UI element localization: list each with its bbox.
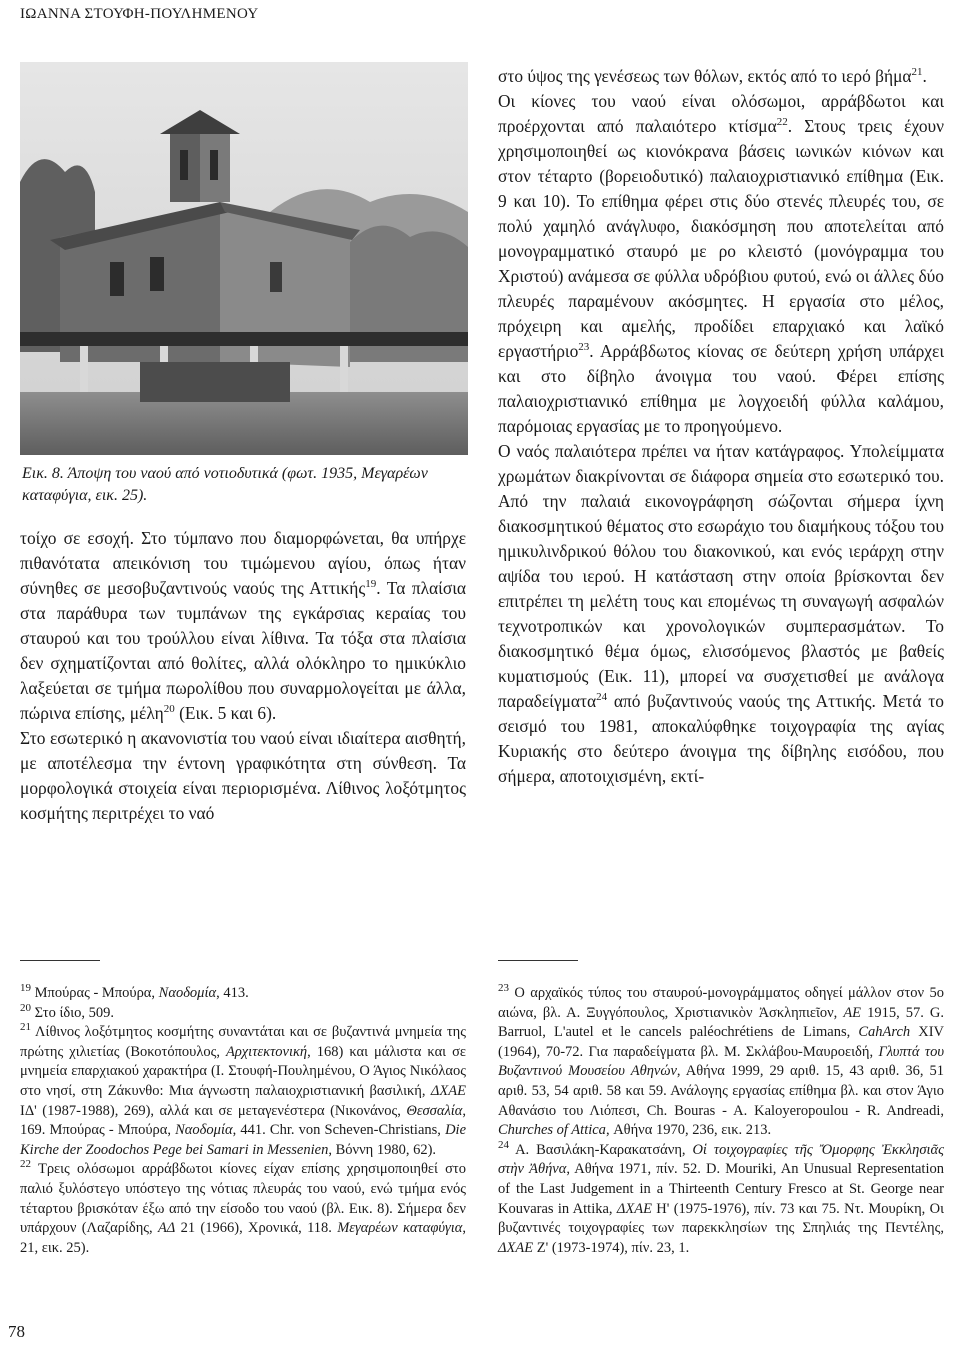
footnote-ref-23[interactable]: 23 xyxy=(578,341,590,354)
right-paragraph-2: Οι κίονες του ναού είναι ολόσωμοι, αρράβδωτοι και προέρχονται από παλαιότερο κτίσμα$^{22}$. Στους τρεις έχουν χρησιμοποιηθεί ως κιονόκρανα βάσεις ιωνικών κιόνων και στον τέταρτο (βορειοδυτικό) παλαιοχριστιανικό επίθημα (Εικ. 9 και 10). Το επίθημα φέρει στις δύο στενές πλευρές του, σε πολύ χαμηλό ανάγλυφο, διακόσμηση που αποτελείται από μονογραμματικό σταυρό με ρο κλειστό (μονόγραμμα του Χριστού) ανάμεσα σε φύλλα υδρόβιου φυτού, ενώ οι άλλες δύο πλευρές παραμένουν ακόσμητες. Η εργασία στο μέλος, πρόχειρη και αμελής, προδίδει επαρχιακό και λαϊκό εργαστήριο$^{23}$. Αρράβδωτος κίονας σε δεύτερη χρήση υπάρχει και στο δίβηλο άνοιγμα του ναού. Φέρει επίσης παλαιοχριστιανικό επίθημα με λογχοειδή φύλλα καλάμου, παρόμοιας εργασίας με το προηγούμενο. xyxy=(498,91,944,436)
footnote-20: $^{20}$ Στο ίδιο, 509. xyxy=(20,1001,115,1021)
footnote-ref-24[interactable]: 24 xyxy=(596,691,608,704)
footnote-23: $^{23}$ Ο αρχαϊκός τύπος του σταυρού-μονογράμματος οδηγεί μάλλον στον 5ο αιώνα, βλ. Α. Ξυγγόπουλος, Χριστιανικὸν Ἀσκληπιεῖον, ΑΕ 1915, 57. G. Barruol, L'autel et le cancels paléochrétiens de Limans, CahArch XIV (1964), 70-72. Για παραδείγματα βλ. Μ. Σκλάβου-Μαυροειδή, Γλυπτά του Βυζαντινού Μουσείου Αθηνών, Αθήνα 1999, 29 αριθ. 15, 43 αριθ. 36, 51 αριθ. 53, 54 αριθ. 58 και 59. Ανάλογης εργασίας επίθημα βλ. και στον Άγιο Αθανάσιο του Λιόπεσι, Ch. Bouras - A. Kaloyeropoulou - R. Andreadi, Churches of Attica, Αθήνα 1970, 236, εικ. 213. xyxy=(498,982,945,1139)
footnote-rule-right xyxy=(498,960,578,961)
figure-caption: Εικ. 8. Άποψη του ναού από νοτιοδυτικά (φωτ. 1935, Μεγαρέων καταφύγια, εικ. 25). xyxy=(22,465,428,504)
left-paragraph-2: Στο εσωτερικό η ακανονιστία του ναού είναι ιδιαίτερα αισθητή, με αποτέλεσμα την έντονη γραφικότητα στη σύνθεση. Τα μορφολογικά στοιχεία είναι περιορισμένα. Λίθινος λοξότμητος κοσμήτης περιτρέχει το ναό xyxy=(20,728,466,823)
left-paragraph-1: τοίχο σε εσοχή. Στο τύμπανο που διαμορφώνεται, θα υπήρχε πιθανότατα απεικόνιση του τιμώμενου αγίου, όπως ήταν σύνηθες σε μεσοβυζαντινούς ναούς της Αττικής$^{19}$. Τα πλαίσια στα παράθυρα των τυμπάνων της εγκάρσιας κεραίας του σταυρού και του τρούλλου είναι λίθινα. Τα τόξα στα πλαίσια δεν σχηματίζονται από θολίτες, αλλά ολόκληρο το ημικύκλιο λαξεύεται σε τμήμα πωρολίθου που συναρμολογείται με άλλα, πώρινα επίσης, μέλη$^{20}$ (Εικ. 5 και 6). xyxy=(20,528,466,723)
footnote-22: $^{22}$ Τρεις ολόσωμοι αρράβδωτοι κίονες είχαν επίσης χρησιμοποιηθεί στο παλιό ξυλόστεγο υπόστεγο της νότιας πλευράς του ναού, ενώ τμήμα ενός τέταρτου βρισκόταν έξω από την είσοδο του ναού (βλ. Εικ. 8). Σήμερα δεν υπάρχουν (Λαζαρίδης, ΑΔ 21 (1966), Χρονικά, 118. Μεγαρέων καταφύγια, 21, εικ. 25). xyxy=(20,1158,466,1256)
church-photo-illustration xyxy=(20,62,468,455)
page-number: 78 xyxy=(8,1322,25,1341)
footnote-ref-19[interactable]: 19 xyxy=(365,578,377,591)
footnote-24: $^{24}$ Α. Βασιλάκη-Καρακατσάνη, Οἱ τοιχογραφίες τῆς Ὄμορφης Ἐκκλησιᾶς στὴν Ἀθήνα, Αθήνα 1971, πίν. 52. D. Mouriki, An Unusual Representation of the Last Judgement in a Thirteenth Century Fresco at St. George near Kouvaras in Attika, ΔΧΑΕ Η' (1975-1976), πίν. 73 και 75. Ντ. Μουρίκη, Οι βυζαντινές τοιχογραφίες των παρεκκλησίων της Σπηλιάς της Πεντέλης, ΔΧΑΕ Ζ' (1973-1974), πίν. 23, 1. xyxy=(498,1138,944,1256)
footnote-19: $^{19}$ Μπούρας - Μπούρα, Ναοδομία, 413. xyxy=(20,982,249,1001)
footnote-21: $^{21}$ Λίθινος λοξότμητος κοσμήτης συναντάται και σε βυζαντινά μνημεία της πρώτης χιλιετίας (Βοκοτόπουλος, Αρχιτεκτονική, 168) και μάλιστα και σε μνημεία επαρχιακού χαρακτήρα (Ι. Στουφή-Πουλημένου, Ο Άγιος Νικόλαος στο νησί, στη Ζάκυνθο: Μια άγνωστη παλαιοχριστιανική βασιλική, ΔΧΑΕ ΙΔ' (1987-1988), 269), αλλά και σε μεταγενέστερα (Νικονάνος, Θεσσαλία, 169. Μπούρας - Μπούρα, Ναοδομία, 441. Chr. von Scheven-Christians, Die Kirche der Zoodochos Pege bei Samari in Messenien, Βόννη 1980, 62). xyxy=(20,1021,466,1158)
right-column xyxy=(498,64,944,789)
footnote-ref-22[interactable]: 22 xyxy=(776,116,788,129)
church-photo xyxy=(20,62,468,455)
footnotes-left xyxy=(20,984,466,1258)
right-paragraph-1: στο ύψος της γενέσεως των θόλων, εκτός από το ιερό βήμα$^{21}$. xyxy=(498,66,927,86)
footnote-ref-21[interactable]: 21 xyxy=(911,66,923,79)
footnotes-right xyxy=(498,984,944,1258)
footnote-ref-20[interactable]: 20 xyxy=(163,703,175,716)
footnote-rule-left xyxy=(20,960,100,961)
left-column xyxy=(20,526,466,826)
running-head: ΙΩΑΝΝΑ ΣΤΟΥΦΗ-ΠΟΥΛΗΜΕΝΟΥ xyxy=(20,6,259,22)
right-paragraph-3: Ο ναός παλαιότερα πρέπει να ήταν κατάγραφος. Υπολείμματα χρωμάτων διακρίνονται σε διάφορα σημεία στο εσωτερικό του. Από την παλαιά εικονογράφηση σώζονται σήμερα ίχνη διακοσμητικού θέματος στο εσωράχιο του διαμήκους τόξου του ημικυλινδρικού θόλου του διακονικού, και ενός ιεράρχη στην αψίδα του ιερού. Η κατάσταση στην οποία βρίσκονται δεν επιτρέπει τη μελέτη τους και επομένως τη συναγωγή ασφαλών τεχνοτροπικών και χρονολογικών συμπερασμάτων. Το διακοσμητικό θέμα όμως, ελισσόμενος βλαστός με βαθείς κυματισμούς (Εικ. 11), μπορεί να συσχετισθεί με ανάλογα παραδείγματα$^{24}$ από βυζαντινούς ναούς της Αττικής. Μετά το σεισμό του 1981, αποκαλύφθηκε τοιχογραφία της αγίας Κυριακής στο δεύτερο άνοιγμα της δίβηλης εισόδου, που σήμερα, αποτοιχισμένη, εκτί- xyxy=(498,441,944,786)
